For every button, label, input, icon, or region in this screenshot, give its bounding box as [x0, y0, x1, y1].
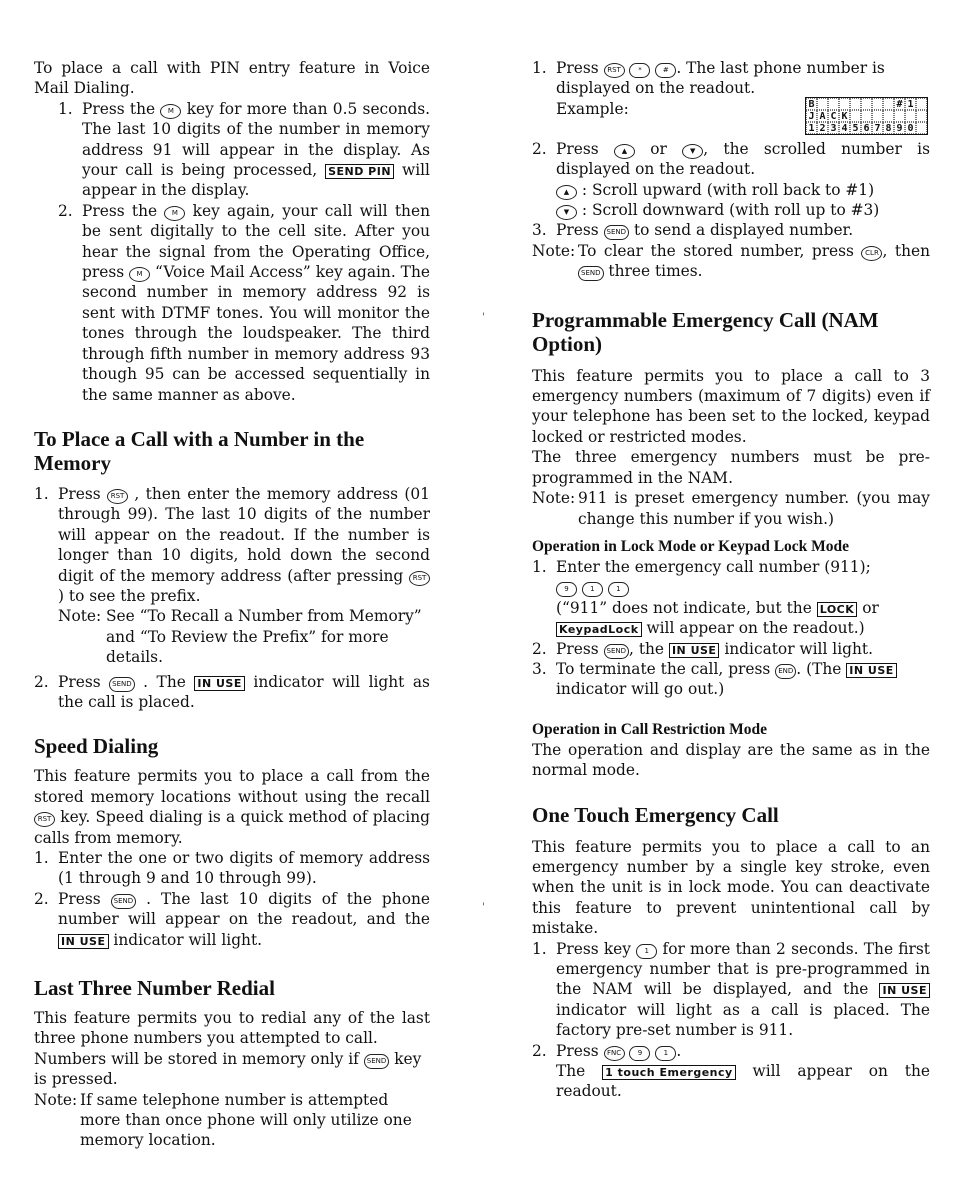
lcd-cell	[905, 110, 916, 122]
lcd-cell: B	[806, 98, 817, 110]
end-key-icon: END	[775, 664, 796, 679]
emergency-p2: The three emergency numbers must be pre-programmed in the NAM.	[532, 448, 930, 487]
lcd-cell: C	[828, 110, 839, 122]
recall-key-icon: RST	[107, 489, 128, 504]
lcd-cell: 0	[905, 122, 916, 134]
in-use-indicator: IN USE	[669, 643, 720, 658]
one-touch-intro: This feature permits you to place a call to an emergency number by a single key stroke, even when the unit is in lock mode. You can deactivate this feature to prevent unintentional call by mistake.	[532, 837, 930, 938]
send-key-icon: SEND	[109, 677, 135, 692]
redial-stored: Numbers will be stored in memory only if SEND key is pressed.	[34, 1049, 422, 1089]
lcd-cell: 9	[894, 122, 905, 134]
emergency-p1: This feature permits you to place a call to 3 emergency numbers (maximum of 7 digits) even if your telephone has been set to the locked, keypad locked or restricted modes.	[532, 366, 930, 446]
lcd-cell	[916, 98, 927, 110]
recall-key-icon: RST	[604, 63, 625, 78]
pin-intro: To place a call with PIN entry feature in Voice Mail Dialing.	[34, 59, 430, 98]
send-key-icon: SEND	[364, 1054, 390, 1069]
lcd-cell: 6	[861, 122, 872, 134]
memory-note: Note: See “To Recall a Number from Memory” and “To Review the Prefix” for more details.	[58, 607, 422, 667]
redial-heading: Last Three Number Redial	[34, 976, 275, 1001]
lcd-cell: 1	[806, 122, 817, 134]
scroll-up-line: ▲ : Scroll upward (with roll back to #1)	[532, 180, 930, 200]
one-touch-heading: One Touch Emergency Call	[532, 802, 779, 827]
memory-key-icon: M	[164, 206, 185, 221]
send-key-icon: SEND	[604, 225, 630, 240]
example-label: Example:	[556, 99, 629, 118]
memory-key-icon: M	[160, 104, 181, 119]
redial-intro: This feature permits you to redial any of the last three phone numbers you attempted to call.	[34, 1009, 430, 1048]
lock-step-2: 2. Press SEND , the IN USE indicator will light.	[532, 639, 873, 658]
lcd-row	[806, 110, 927, 122]
pound-key-icon: #	[655, 63, 676, 78]
lcd-cell: 7	[872, 122, 883, 134]
in-use-indicator: IN USE	[58, 934, 109, 949]
keypad-lock-indicator: KeypadLock	[556, 622, 642, 637]
one-key-icon: 1	[636, 944, 657, 959]
lock-step-3: 3. To terminate the call, press END . (The IN USE indicator will go out.)	[532, 659, 930, 700]
scroll-down-key-icon: ▼	[682, 144, 703, 159]
nine-key-icon: 9	[556, 582, 577, 597]
left-column	[34, 58, 430, 1151]
lcd-cell: 2	[817, 122, 828, 134]
lcd-cell	[861, 110, 872, 122]
lock-mode-heading: Operation in Lock Mode or Keypad Lock Mode	[532, 537, 850, 555]
lcd-cell	[916, 110, 927, 122]
lcd-cell: 3	[828, 122, 839, 134]
lcd-cell	[828, 98, 839, 110]
lcd-cell: A	[817, 110, 828, 122]
speed-step-1: 1. Enter the one or two digits of memory address (1 through 9 and 10 through 99).	[34, 849, 430, 888]
send-key-icon: SEND	[111, 894, 137, 909]
lcd-cell	[850, 98, 861, 110]
recall-key-icon: RST	[409, 571, 430, 586]
redial-note: Note: If same telephone number is attempted more than once phone will only utilize one memory location.	[34, 1090, 412, 1150]
lcd-cell: K	[839, 110, 850, 122]
lcd-cell	[872, 98, 883, 110]
lcd-cell	[839, 98, 850, 110]
one-key-icon: 1	[582, 582, 603, 597]
scroll-down-key-icon: ▼	[556, 205, 577, 220]
example-row	[556, 99, 930, 135]
lock-step-1: 1. Enter the emergency call number (911); 9 1 1 (“911” does not indicate, but the LOCK or KeypadLock will appear on the readout.)	[532, 557, 879, 638]
pin-step-2: 2. Press the M key again, your call will then be sent digitally to the cell site. After you hear the signal from the Operating Office, press M “Voice Mail Access” key again. The second number in memory address 92 is sent with DTMF tones. You will monitor the tones through the loudspeaker. The third through fifth number in memory address 93 though 95 can be accessed sequentially in the same manner as above.	[58, 201, 430, 404]
in-use-indicator: IN USE	[194, 676, 245, 691]
send-pin-indicator: SEND PIN	[325, 164, 394, 179]
redial-clear-note: Note: To clear the stored number, press CLR , then SEND three times.	[532, 241, 930, 281]
right-column	[532, 58, 930, 1102]
lcd-cell: 4	[839, 122, 850, 134]
recall-key-icon: RST	[34, 812, 55, 827]
redial-step-1: 1. Press RST * # . The last phone number is displayed on the readout. Example: B # 1 J A C K 1 2 3 4 5 6 7 8 9 0	[532, 58, 930, 135]
in-use-indicator: IN USE	[846, 663, 897, 678]
scroll-up-key-icon: ▲	[556, 185, 577, 200]
memory-heading: To Place a Call with a Number in the Memory	[34, 426, 365, 475]
redial-step-2: 2. Press ▲ or ▼ , the scrolled number is displayed on the readout.	[532, 139, 930, 179]
scroll-down-line: ▼ : Scroll downward (with roll up to #3)	[532, 200, 930, 220]
lcd-row	[806, 122, 927, 134]
star-key-icon: *	[629, 63, 650, 78]
lcd-cell	[883, 110, 894, 122]
emergency-note: Note: 911 is preset emergency number. (you may change this number if you wish.)	[532, 489, 930, 528]
one-key-icon: 1	[608, 582, 629, 597]
lcd-cell: 5	[850, 122, 861, 134]
scan-mark: '	[482, 902, 485, 913]
scroll-up-key-icon: ▲	[614, 144, 635, 159]
lock-indicator: LOCK	[817, 602, 858, 617]
lcd-row	[806, 98, 927, 110]
lcd-cell	[850, 110, 861, 122]
send-key-icon: SEND	[578, 266, 604, 281]
lcd-cell: 1	[905, 98, 916, 110]
lcd-cell	[916, 122, 927, 134]
speed-dialing-heading: Speed Dialing	[34, 734, 159, 759]
one-key-icon: 1	[655, 1046, 676, 1061]
one-touch-step-2: 2. Press FNC 9 1 . The 1 touch Emergency will appear on the readout.	[532, 1041, 930, 1101]
nine-key-icon: 9	[629, 1046, 650, 1061]
speed-intro: This feature permits you to place a call from the stored memory locations without using the recall RST key. Speed dialing is a quick method of placing calls from memory.	[34, 767, 430, 847]
restriction-heading: Operation in Call Restriction Mode	[532, 720, 768, 738]
speed-step-2: 2. Press SEND . The last 10 digits of the phone number will appear on the readout, and the IN USE indicator will light.	[34, 889, 430, 949]
pin-step-1: 1. Press the M key for more than 0.5 seconds. The last 10 digits of the number in memory address 91 will appear in the display. As your call is being processed, SEND PIN will appear in the display.	[58, 99, 430, 200]
send-key-icon: SEND	[604, 644, 630, 659]
clear-key-icon: CLR	[861, 246, 882, 261]
emergency-heading: Programmable Emergency Call (NAM Option)	[532, 307, 879, 356]
lcd-cell: #	[894, 98, 905, 110]
lcd-cell	[894, 110, 905, 122]
one-touch-emergency-indicator: 1 touch Emergency	[602, 1065, 736, 1080]
lcd-cell	[817, 98, 828, 110]
in-use-indicator: IN USE	[879, 983, 930, 998]
memory-step-1: 1. Press RST , then enter the memory address (01 through 99). The last 10 digits of the number will appear on the readout. If the number is longer than 10 digits, hold down the second digit of the memory address (after pressing RST ) to see the prefix.	[34, 484, 430, 605]
lcd-cell	[883, 98, 894, 110]
redial-step-3: 3. Press SEND to send a displayed number.	[532, 221, 854, 240]
function-key-icon: FNC	[604, 1046, 625, 1061]
scan-mark: '	[482, 312, 485, 323]
memory-step-2: 2. Press SEND . The IN USE indicator will light as the call is placed.	[34, 672, 430, 711]
lcd-cell	[861, 98, 872, 110]
restriction-text: The operation and display are the same as in the normal mode.	[532, 740, 930, 780]
lcd-cell: J	[806, 110, 817, 122]
one-touch-step-1: 1. Press key 1 for more than 2 seconds. The first emergency number that is pre-programmed in the NAM will be displayed, and the IN USE indicator will light as a call is placed. The factory pre-set number is 911.	[532, 939, 930, 1040]
lcd-cell	[872, 110, 883, 122]
lcd-readout-example	[805, 97, 928, 135]
lcd-cell: 8	[883, 122, 894, 134]
memory-key-icon: M	[129, 267, 150, 282]
